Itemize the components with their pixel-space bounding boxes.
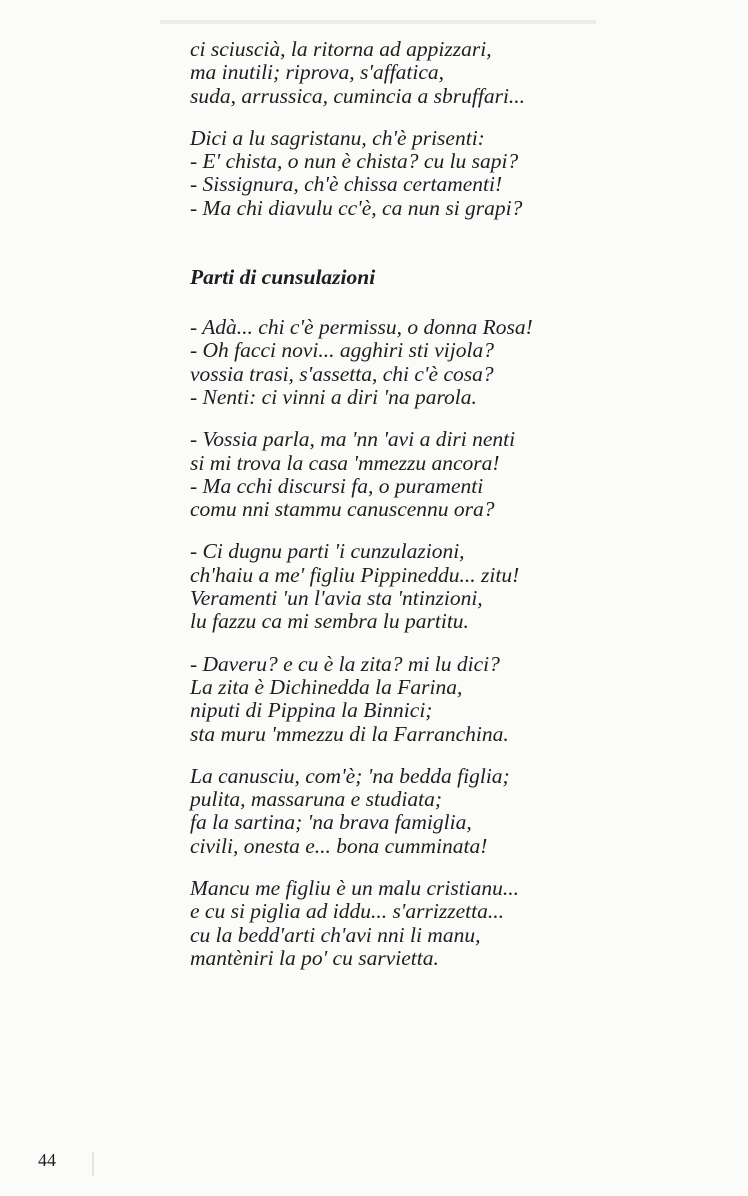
top-rule xyxy=(160,20,596,24)
verse-line: - Oh facci novi... agghiri sti vijola? xyxy=(190,338,494,363)
verse-line: ch'haiu a me' figliu Pippineddu... zitu! xyxy=(190,562,520,587)
stanza xyxy=(190,540,610,633)
verse-line: mantèniri la po' cu sarvietta. xyxy=(190,945,439,970)
stanza xyxy=(190,765,610,858)
verse-line: - Daveru? e cu è la zita? mi lu dici? xyxy=(190,651,500,676)
verse-line: - Vossia parla, ma 'nn 'avi a diri nenti xyxy=(190,427,516,452)
footer-rule xyxy=(92,1152,94,1176)
stanza xyxy=(190,38,610,108)
verse-line: Veramenti 'un l'avia sta 'ntinzioni, xyxy=(190,586,483,611)
verse-line: civili, onesta e... bona cumminata! xyxy=(190,833,488,858)
stanza xyxy=(190,316,610,409)
stanza xyxy=(190,127,610,220)
verse-line: fa la sartina; 'na brava famiglia, xyxy=(190,810,472,835)
verse-line: comu nni stammu canuscennu ora? xyxy=(190,497,495,522)
section-heading: Parti di cunsulazioni xyxy=(190,265,376,290)
verse-line: pulita, massaruna e studiata; xyxy=(190,787,443,812)
verse-line: Mancu me figliu è un malu cristianu... xyxy=(190,876,520,901)
verse-line: ma inutili; riprova, s'affatica, xyxy=(190,60,445,85)
verse-line: e cu si piglia ad iddu... s'arrizzetta... xyxy=(190,899,504,924)
verse-line: suda, arrussica, cumincia a sbruffari... xyxy=(190,83,526,108)
verse-line: cu la bedd'arti ch'avi nni li manu, xyxy=(190,922,481,947)
verse-line: - Nenti: ci vinni a diri 'na parola. xyxy=(190,384,477,409)
verse-line: lu fazzu ca mi sembra lu partitu. xyxy=(190,609,469,634)
verse-line: La zita è Dichinedda la Farina, xyxy=(190,674,463,699)
verse-line: si mi trova la casa 'mmezzu ancora! xyxy=(190,450,500,475)
verse-line: - E' chista, o nun è chista? cu lu sapi? xyxy=(190,149,519,174)
stanza xyxy=(190,428,610,521)
verse-line: La canusciu, com'è; 'na bedda figlia; xyxy=(190,763,510,788)
verse-line: ci sciuscià, la ritorna ad appizzari, xyxy=(190,37,492,61)
verse-line: sta muru 'mmezzu di la Farranchina. xyxy=(190,721,509,746)
verse-line: - Adà... chi c'è permissu, o donna Rosa! xyxy=(190,315,533,340)
poem-body xyxy=(190,38,610,970)
verse-line: Dici a lu sagristanu, ch'è prisenti: xyxy=(190,125,485,150)
verse-line: vossia trasi, s'assetta, chi c'è cosa? xyxy=(190,361,494,386)
stanza xyxy=(190,653,610,746)
verse-line: - Sissignura, ch'è chissa certamenti! xyxy=(190,172,503,197)
verse-line: niputi di Pippina la Binnici; xyxy=(190,698,433,723)
verse-line: - Ma chi diavulu cc'è, ca nun si grapi? xyxy=(190,195,523,220)
page-number: 44 xyxy=(38,1150,56,1170)
stanza xyxy=(190,877,610,970)
verse-line: - Ma cchi discursi fa, o puramenti xyxy=(190,473,484,498)
verse-line: - Ci dugnu parti 'i cunzulazioni, xyxy=(190,539,465,564)
